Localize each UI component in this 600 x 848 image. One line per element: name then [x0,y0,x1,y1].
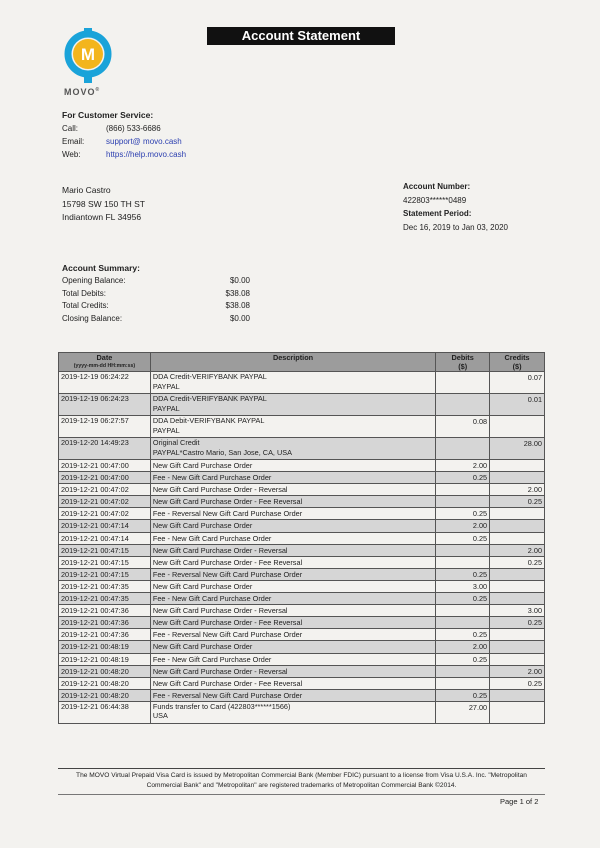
table-row [59,689,545,701]
table-row [59,677,545,689]
table-row [59,629,545,641]
cell-debit [436,677,490,689]
summary-row [62,301,250,314]
cell-date: 2019-12-19 06:27:57 [59,416,151,438]
cell-date: 2019-12-20 14:49:23 [59,438,151,460]
cell-debit: 2.00 [436,520,490,532]
cell-description: Original Credit PAYPAL*Castro Mario, San Jose, CA, USA [150,438,435,460]
cell-debit: 0.08 [436,416,490,438]
cell-description: New Gift Card Purchase Order - Fee Reversal [150,677,435,689]
summary-label: Closing Balance: [62,314,123,324]
cell-credit [490,460,545,472]
cell-credit: 2.00 [490,665,545,677]
cell-debit: 0.25 [436,629,490,641]
table-row [59,653,545,665]
table-row [59,701,545,723]
cell-date: 2019-12-21 00:47:00 [59,460,151,472]
table-row [59,544,545,556]
table-row [59,665,545,677]
web-link[interactable]: https://help.movo.cash [106,150,187,159]
summary-value: $38.08 [225,301,250,311]
cell-debit: 0.25 [436,508,490,520]
cell-debit: 0.25 [436,532,490,544]
cell-description: Fee - Reversal New Gift Card Purchase Order [150,568,435,580]
table-row [59,438,545,460]
statement-period: Dec 16, 2019 to Jan 03, 2020 [403,222,508,232]
table-row [59,496,545,508]
cell-debit [436,438,490,460]
cell-description: Fee - New Gift Card Purchase Order [150,593,435,605]
table-row [59,605,545,617]
summary-label: Total Credits: [62,301,109,311]
cell-date: 2019-12-21 00:47:02 [59,508,151,520]
cell-date: 2019-12-19 06:24:22 [59,372,151,394]
table-row [59,472,545,484]
cell-debit [436,484,490,496]
cell-description: Fee - New Gift Card Purchase Order [150,653,435,665]
cell-date: 2019-12-21 00:47:15 [59,556,151,568]
cell-debit [436,394,490,416]
cell-debit [436,665,490,677]
cell-description: DDA Credit-VERIFYBANK PAYPAL PAYPAL [150,372,435,394]
cell-credit [490,593,545,605]
table-row [59,394,545,416]
table-row [59,416,545,438]
cell-description: New Gift Card Purchase Order - Reversal [150,665,435,677]
cell-date: 2019-12-21 00:48:19 [59,653,151,665]
page-number: Page 1 of 2 [500,797,539,806]
email-link[interactable]: support@ movo.cash [106,137,182,146]
summary-row [62,276,250,289]
cell-debit [436,617,490,629]
document-title: Account Statement [207,27,395,45]
movo-logo-icon [62,28,114,84]
cell-description: Fee - Reversal New Gift Card Purchase Order [150,629,435,641]
cell-date: 2019-12-21 00:47:00 [59,472,151,484]
statement-period-label: Statement Period: [403,209,472,218]
account-info [403,180,508,234]
cell-credit [490,520,545,532]
cell-debit [436,556,490,568]
table-row [59,508,545,520]
cell-date: 2019-12-21 00:47:35 [59,580,151,592]
cell-date: 2019-12-19 06:24:23 [59,394,151,416]
cell-description: New Gift Card Purchase Order - Reversal [150,544,435,556]
cell-credit: 2.00 [490,484,545,496]
table-row [59,484,545,496]
cell-credit: 0.07 [490,372,545,394]
cell-description: New Gift Card Purchase Order - Fee Reversal [150,556,435,568]
cell-credit: 0.01 [490,394,545,416]
table-row [59,532,545,544]
cell-debit: 0.25 [436,593,490,605]
cell-description: Fee - Reversal New Gift Card Purchase Order [150,689,435,701]
cell-date: 2019-12-21 00:48:20 [59,665,151,677]
cell-credit [490,580,545,592]
cell-debit: 0.25 [436,689,490,701]
cell-credit [490,641,545,653]
cell-credit: 0.25 [490,617,545,629]
svg-text:M: M [80,45,96,64]
cell-date: 2019-12-21 00:47:35 [59,593,151,605]
summary-row [62,289,250,302]
cell-date: 2019-12-21 00:48:20 [59,689,151,701]
cell-credit: 0.25 [490,496,545,508]
footer-divider [58,794,545,795]
cell-credit: 3.00 [490,605,545,617]
header-description: Description [150,353,435,372]
cell-description: New Gift Card Purchase Order - Reversal [150,484,435,496]
cell-date: 2019-12-21 00:48:20 [59,677,151,689]
cell-debit: 27.00 [436,701,490,723]
cell-description: New Gift Card Purchase Order [150,520,435,532]
cell-credit [490,689,545,701]
cell-description: New Gift Card Purchase Order - Fee Reversal [150,617,435,629]
email-row: Email: support@ movo.cash [62,137,182,146]
cell-date: 2019-12-21 00:47:36 [59,617,151,629]
header-credits: Credits ($) [490,353,545,372]
cell-credit [490,701,545,723]
cell-debit: 2.00 [436,641,490,653]
cell-date: 2019-12-21 00:48:19 [59,641,151,653]
table-row [59,617,545,629]
summary-heading: Account Summary: [62,263,140,273]
summary-value: $0.00 [229,314,250,324]
cell-credit: 28.00 [490,438,545,460]
cell-date: 2019-12-21 00:47:36 [59,605,151,617]
cell-description: Fee - New Gift Card Purchase Order [150,532,435,544]
table-row [59,372,545,394]
cell-credit: 0.25 [490,677,545,689]
cell-debit [436,605,490,617]
summary-row [62,314,250,327]
cell-credit [490,532,545,544]
address-line-1: 15798 SW 150 TH ST [62,198,145,209]
call-row: Call: (866) 533-6686 [62,124,161,133]
account-number-label: Account Number: [403,182,471,191]
brand-name: MOVO® [64,87,101,97]
customer-address [62,184,145,225]
table-row [59,556,545,568]
cell-debit: 0.25 [436,568,490,580]
cell-description: DDA Credit-VERIFYBANK PAYPAL PAYPAL [150,394,435,416]
table-row [59,641,545,653]
table-row [59,593,545,605]
cell-date: 2019-12-21 00:47:15 [59,544,151,556]
table-row [59,520,545,532]
cell-date: 2019-12-21 00:47:36 [59,629,151,641]
header-date: Date (yyyy-mm-dd HH:mm:ss) [59,353,151,372]
cell-date: 2019-12-21 00:47:14 [59,520,151,532]
cell-description: DDA Debit-VERIFYBANK PAYPAL PAYPAL [150,416,435,438]
table-row [59,580,545,592]
account-summary [62,263,250,327]
cell-debit: 0.25 [436,472,490,484]
cell-description: New Gift Card Purchase Order [150,580,435,592]
summary-value: $38.08 [225,288,250,298]
cell-debit [436,544,490,556]
cell-debit: 0.25 [436,653,490,665]
cell-date: 2019-12-21 00:47:02 [59,484,151,496]
cell-debit [436,372,490,394]
cell-date: 2019-12-21 00:47:14 [59,532,151,544]
customer-name: Mario Castro [62,185,111,195]
summary-value: $0.00 [229,276,250,285]
cell-date: 2019-12-21 00:47:15 [59,568,151,580]
cell-credit [490,472,545,484]
cell-debit: 2.00 [436,460,490,472]
cell-credit: 0.25 [490,556,545,568]
footer-disclaimer: The MOVO Virtual Prepaid Visa Card is issued by Metropolitan Commercial Bank (Member FDIC) pursuant to a license from Visa U.S.A. Inc. "Metropolitan Commercial Bank" and "Metropolitan" are registered trademarks of Metropolitan Commercial Bank ©2014. [58,768,545,791]
cell-description: Fee - Reversal New Gift Card Purchase Order [150,508,435,520]
summary-label: Total Debits: [62,288,107,298]
cell-credit [490,653,545,665]
cell-description: Funds transfer to Card (422803******1566) USA [150,701,435,723]
header-debits: Debits ($) [436,353,490,372]
cell-credit: 2.00 [490,544,545,556]
summary-label: Opening Balance: [62,276,126,285]
customer-service-heading: For Customer Service: [62,110,154,120]
cell-description: New Gift Card Purchase Order - Fee Reversal [150,496,435,508]
transactions-table [58,352,545,724]
cell-credit [490,416,545,438]
cell-date: 2019-12-21 06:44:38 [59,701,151,723]
address-line-2: Indiantown FL 34956 [62,212,142,222]
cell-credit [490,568,545,580]
cell-description: New Gift Card Purchase Order [150,460,435,472]
cell-debit: 3.00 [436,580,490,592]
table-row [59,460,545,472]
web-row: Web: https://help.movo.cash [62,150,187,159]
account-number: 422803******0489 [403,195,467,205]
cell-debit [436,496,490,508]
cell-description: Fee - New Gift Card Purchase Order [150,472,435,484]
cell-description: New Gift Card Purchase Order [150,641,435,653]
cell-credit [490,508,545,520]
table-row [59,568,545,580]
cell-date: 2019-12-21 00:47:02 [59,496,151,508]
cell-credit [490,629,545,641]
cell-description: New Gift Card Purchase Order - Reversal [150,605,435,617]
